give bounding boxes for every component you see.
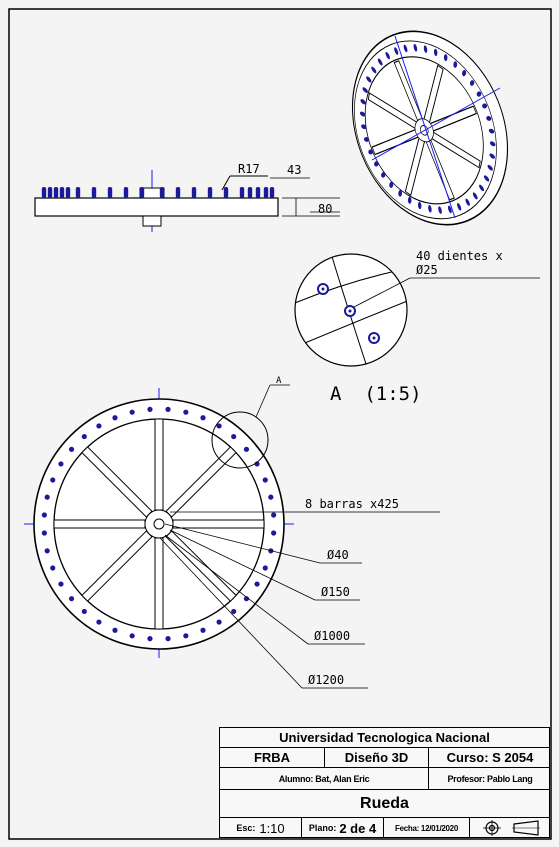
tooth xyxy=(92,187,96,198)
tooth xyxy=(200,415,205,420)
tooth xyxy=(50,477,55,482)
detail-ref-letter: A xyxy=(276,376,282,386)
sheet-value: 2 de 4 xyxy=(339,820,377,836)
tooth xyxy=(54,187,58,198)
tooth xyxy=(108,187,112,198)
tooth xyxy=(69,447,74,452)
tooth xyxy=(256,187,260,198)
tooth xyxy=(263,477,268,482)
height-label: 43 xyxy=(287,163,302,177)
tooth xyxy=(176,187,180,198)
tooth xyxy=(165,407,170,412)
course: Curso: S 2054 xyxy=(446,750,534,765)
tooth xyxy=(82,609,87,614)
tooth xyxy=(60,187,64,198)
title-block xyxy=(219,727,550,838)
spoke xyxy=(173,520,264,528)
tooth xyxy=(160,187,164,198)
tooth xyxy=(45,548,50,553)
tooth xyxy=(254,581,259,586)
spoke xyxy=(54,520,145,528)
tooth xyxy=(268,495,273,500)
hub-diameter-label: Ø40 xyxy=(327,548,349,562)
tooth xyxy=(271,530,276,535)
tooth xyxy=(58,581,63,586)
spoke xyxy=(155,419,163,510)
tooth xyxy=(270,187,274,198)
tooth xyxy=(69,596,74,601)
tooth xyxy=(244,447,249,452)
sheet-cell xyxy=(302,818,384,838)
detail-title: A (1:5) xyxy=(330,383,422,405)
tooth xyxy=(130,410,135,415)
front-view xyxy=(24,376,440,688)
tooth xyxy=(183,410,188,415)
subject: Diseño 3D xyxy=(325,748,429,767)
tooth xyxy=(231,434,236,439)
projection-symbol xyxy=(470,818,551,838)
tooth xyxy=(48,187,52,198)
projection-cone-icon xyxy=(512,820,540,836)
tooth xyxy=(45,495,50,500)
tooth xyxy=(58,461,63,466)
side-view xyxy=(35,162,340,232)
tooth xyxy=(264,187,268,198)
tooth xyxy=(82,434,87,439)
professor: Profesor: Pablo Lang xyxy=(447,773,533,784)
tooth xyxy=(140,187,144,198)
tooth xyxy=(42,512,47,517)
tooth xyxy=(240,187,244,198)
bars-label: 8 barras x425 xyxy=(305,497,399,511)
tooth xyxy=(124,187,128,198)
rim-diameter-label: Ø1000 xyxy=(314,629,351,643)
tooth xyxy=(130,633,135,638)
tooth xyxy=(42,530,47,535)
sheet-label: Plano: xyxy=(308,823,337,833)
tooth xyxy=(231,609,236,614)
inner-diameter-label: Ø150 xyxy=(321,585,350,599)
tooth xyxy=(96,619,101,624)
tooth xyxy=(76,187,80,198)
tooth xyxy=(263,565,268,570)
tooth xyxy=(271,512,276,517)
spoke xyxy=(155,538,163,629)
scale-cell xyxy=(220,818,302,838)
scale-value: 1:10 xyxy=(259,820,285,836)
outer-diameter-label: Ø1200 xyxy=(308,673,345,687)
tooth xyxy=(248,187,252,198)
radius-label: R17 xyxy=(238,162,260,176)
tooth xyxy=(224,187,228,198)
teeth-count-label: 40 dientes x xyxy=(416,249,503,263)
faculty: FRBA xyxy=(220,748,325,767)
tooth xyxy=(112,415,117,420)
tooth xyxy=(112,628,117,633)
university-name: Universidad Tecnologica Nacional xyxy=(279,730,490,745)
tooth xyxy=(216,619,221,624)
detail-view-a xyxy=(290,249,540,405)
tooth xyxy=(50,565,55,570)
thickness-label: 80 xyxy=(318,202,333,216)
projection-circles-icon xyxy=(482,820,502,836)
tooth xyxy=(42,187,46,198)
tooth xyxy=(183,633,188,638)
tooth xyxy=(192,187,196,198)
teeth-diameter-label: Ø25 xyxy=(416,263,438,277)
tooth xyxy=(165,636,170,641)
tooth xyxy=(208,187,212,198)
date: Fecha: 12/01/2020 xyxy=(384,818,470,838)
tooth xyxy=(96,423,101,428)
tooth xyxy=(66,187,70,198)
isometric-view xyxy=(325,8,536,248)
student: Alumno: Bat, Alan Eric xyxy=(220,768,429,789)
scale-label: Esc: xyxy=(236,823,256,833)
tooth xyxy=(147,407,152,412)
part-name: Rueda xyxy=(360,794,409,812)
tooth xyxy=(147,636,152,641)
tooth xyxy=(200,628,205,633)
